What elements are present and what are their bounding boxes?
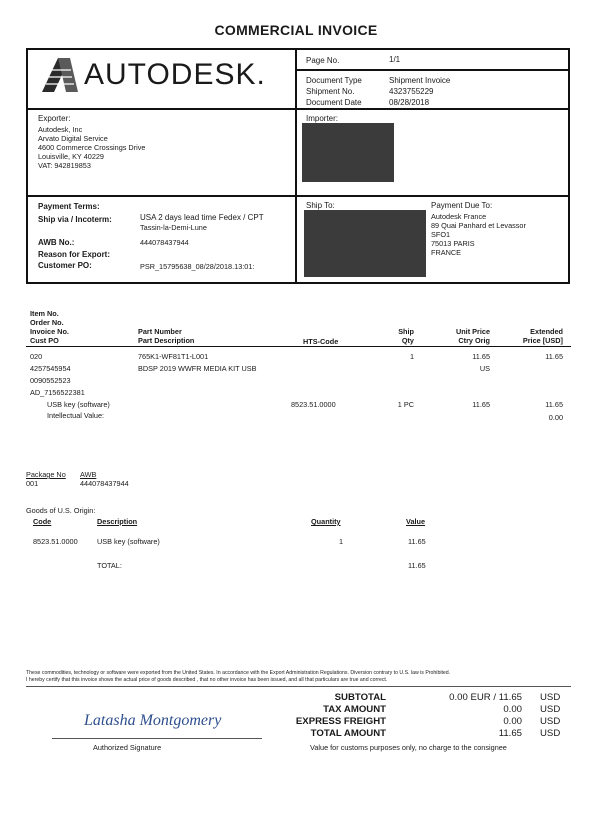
subtotal-label: SUBTOTAL: [334, 692, 386, 703]
customer-po-label: Customer PO:: [38, 261, 92, 270]
origin-value-header: Value: [406, 517, 426, 526]
origin-description-header: Description: [97, 517, 138, 526]
header-divider-top: [26, 108, 570, 110]
page-title: COMMERCIAL INVOICE: [214, 22, 378, 38]
col-unit-price: Unit Price: [455, 327, 490, 336]
origin-label: Goods of U.S. Origin:: [26, 506, 96, 515]
item-no: 020: [30, 352, 43, 361]
package-awb-label: AWB: [80, 470, 97, 479]
total-amount-currency: USD: [540, 728, 561, 739]
ship-to-label: Ship To:: [306, 201, 335, 210]
intellectual-value: 0.00: [548, 413, 563, 422]
order-no: 4257545954: [30, 364, 71, 373]
customer-po-value: PSR_15795638_08/28/2018.13:01:: [140, 262, 255, 271]
tax-amount-label: TAX AMOUNT: [323, 704, 386, 715]
header-divider-vertical: [295, 48, 297, 284]
exporter-line: Louisville, KY 40229: [38, 152, 104, 161]
autodesk-logo-icon: [40, 58, 80, 92]
signature-name: Latasha Montgomery: [84, 712, 222, 729]
extended-price: 11.65: [545, 352, 563, 361]
awb-value: 444078437944: [140, 238, 189, 247]
header-divider-middle: [26, 195, 570, 197]
origin-total-label: TOTAL:: [97, 561, 122, 570]
part-description: BDSP 2019 WWFR MEDIA KIT USB: [138, 364, 257, 373]
total-amount-label: TOTAL AMOUNT: [310, 728, 386, 739]
col-extended: Extended: [530, 327, 563, 336]
payment-due-line: 75013 PARIS: [431, 239, 475, 248]
doc-date-label: Document Date: [306, 98, 362, 107]
ship-via-value: USA 2 days lead time Fedex / CPT: [140, 213, 264, 222]
sub-hts-code: 8523.51.0000: [291, 400, 336, 409]
page-no-value: 1/1: [389, 55, 401, 64]
cust-po: AD_7156522381: [30, 388, 85, 397]
origin-code: 8523.51.0000: [33, 537, 78, 546]
doc-type-value: Shipment Invoice: [389, 76, 451, 85]
unit-price: 11.65: [472, 352, 490, 361]
origin-quantity: 1: [338, 537, 343, 546]
tax-amount-currency: USD: [540, 704, 561, 715]
origin-value: 11.65: [408, 537, 426, 546]
logo-wordmark: AUTODESK.: [84, 58, 266, 91]
col-price-usd: Price [USD]: [522, 336, 563, 345]
col-part-description: Part Description: [138, 336, 195, 345]
ship-via-value-2: Tassin-la-Demi-Lune: [140, 223, 207, 232]
col-qty: Qty: [401, 336, 414, 345]
subtotal-value: 0.00 EUR / 11.65: [449, 692, 522, 703]
origin-total-value: 11.65: [408, 561, 426, 570]
col-hts-code: HTS-Code: [303, 337, 339, 346]
company-logo: [40, 58, 270, 92]
importer-label: Importer:: [306, 114, 339, 123]
certification-statement: I hereby certify that this invoice shows the actual price of goods described , that no other invoice has been issued, and all that particulars are true and correct.: [26, 677, 388, 683]
payment-due-line: Autodesk France: [431, 212, 487, 221]
col-cust-po: Cust PO: [30, 336, 59, 345]
express-freight-label: EXPRESS FREIGHT: [295, 716, 386, 727]
origin-code-header: Code: [33, 517, 52, 526]
exporter-line: Arvato Digital Service: [38, 134, 108, 143]
sub-qty: 1 PC: [397, 400, 414, 409]
shipment-no-label: Shipment No.: [306, 87, 355, 96]
shipment-no-value: 4323755229: [389, 87, 434, 96]
doc-info-divider: [297, 69, 570, 71]
export-disclaimer: These commodities, technology or software were exported from the United States. In accordance with the Export Administration Regulations. Diversion contrary to U.S. law is Prohibited.: [26, 670, 451, 676]
origin-description: USB key (software): [97, 537, 160, 546]
part-number: 765K1-WF81T1-L001: [138, 352, 209, 361]
invoice-no: 0090552523: [30, 376, 71, 385]
customs-note: Value for customs purposes only, no charge to the consignee: [310, 743, 507, 752]
exporter-label: Exporter:: [38, 114, 71, 123]
payment-terms-label: Payment Terms:: [38, 202, 100, 211]
exporter-line: Autodesk, Inc: [38, 125, 83, 134]
ship-to-redacted-block: [304, 210, 426, 277]
subtotal-currency: USD: [540, 692, 561, 703]
payment-due-line: FRANCE: [431, 248, 461, 257]
intellectual-value-label: Intellectual Value:: [47, 411, 105, 420]
express-freight-currency: USD: [540, 716, 561, 727]
express-freight-value: 0.00: [503, 716, 522, 727]
exporter-line: 4600 Commerce Crossings Drive: [38, 143, 146, 152]
package-no: 001: [26, 479, 39, 488]
sub-extended: 11.65: [545, 400, 563, 409]
exporter-line: VAT: 942819853: [38, 161, 91, 170]
tax-amount-value: 0.00: [503, 704, 522, 715]
col-invoice-no: Invoice No.: [30, 327, 69, 336]
awb-label: AWB No.:: [38, 238, 75, 247]
col-ship: Ship: [398, 327, 414, 336]
items-header-rule: [26, 346, 571, 347]
package-awb: 444078437944: [80, 479, 129, 488]
col-order-no: Order No.: [30, 318, 64, 327]
total-amount-value: 11.65: [498, 728, 522, 739]
col-item-no: Item No.: [30, 309, 59, 318]
origin-quantity-header: Quantity: [311, 517, 341, 526]
ship-qty: 1: [409, 352, 414, 361]
ship-via-label: Ship via / Incoterm:: [38, 215, 112, 224]
country-origin: US: [479, 364, 490, 373]
package-no-label: Package No: [26, 470, 66, 479]
sub-description: USB key (software): [47, 400, 110, 409]
signature-label: Authorized Signature: [93, 743, 162, 752]
reason-label: Reason for Export:: [38, 250, 111, 259]
doc-type-label: Document Type: [306, 76, 362, 85]
payment-due-label: Payment Due To:: [431, 201, 493, 210]
page-no-label: Page No.: [306, 56, 340, 65]
payment-due-line: SFO1: [431, 230, 451, 239]
importer-redacted-block: [302, 123, 394, 182]
col-ctry-orig: Ctry Orig: [458, 336, 490, 345]
doc-date-value: 08/28/2018: [389, 98, 430, 107]
signature-line: [52, 738, 262, 739]
footer-rule: [26, 686, 571, 687]
col-part-number: Part Number: [138, 327, 182, 336]
payment-due-line: 89 Quai Panhard et Levassor: [431, 221, 526, 230]
sub-unit-price: 11.65: [472, 400, 490, 409]
